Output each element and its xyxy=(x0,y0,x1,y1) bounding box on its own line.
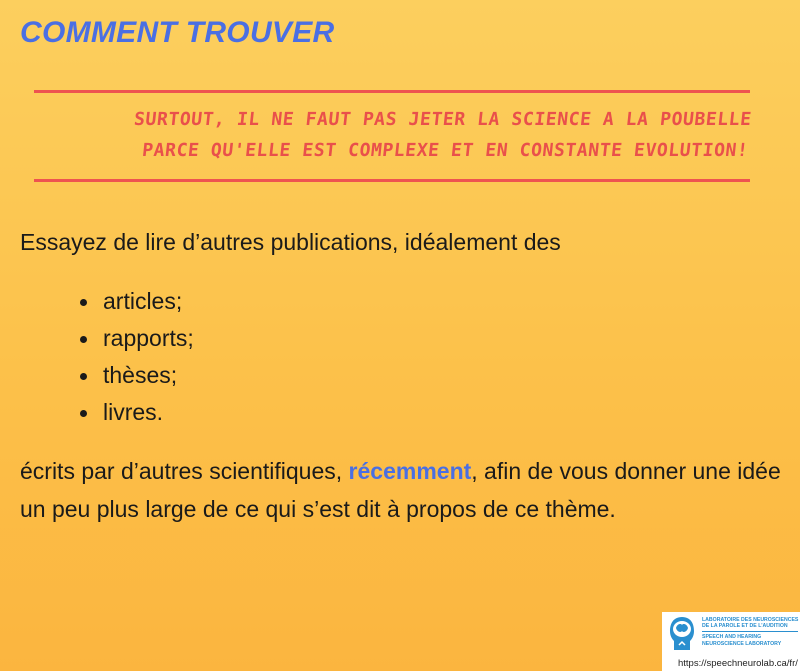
highlight-word: récemment xyxy=(348,458,472,484)
lab-logo-card xyxy=(662,612,800,671)
quote-line-2: PARCE QU'ELLE EST COMPLEXE ET EN CONSTANTE EVOLUTION! xyxy=(141,140,750,161)
page-title: COMMENT TROUVER xyxy=(20,16,335,49)
head-brain-icon xyxy=(667,615,697,653)
paragraph-before: écrits par d’autres scientifiques, xyxy=(20,458,349,484)
quote-line-1: SURTOUT, IL NE FAUT PAS JETER LA SCIENCE A LA POUBELLE xyxy=(132,109,753,130)
quote-bottom-rule xyxy=(34,179,750,182)
lab-name: LABORATOIRE DES NEUROSCIENCES DE LA PAROLE ET DE L’AUDITION SPEECH AND HEARING NEUROSCIENCE LABORATORY xyxy=(702,617,799,647)
list-item: articles; xyxy=(80,283,194,320)
logo-divider xyxy=(702,631,798,632)
lab-url-link[interactable]: https://speechneurolab.ca/fr/ xyxy=(678,658,798,669)
list-item: livres. xyxy=(80,394,194,431)
quote-top-rule xyxy=(34,90,750,93)
intro-text: Essayez de lire d’autres publications, idéalement des xyxy=(20,229,561,255)
quote-text xyxy=(31,104,754,166)
closing-paragraph xyxy=(20,452,790,528)
list-item: thèses; xyxy=(80,357,194,394)
paragraph-after: , afin de vous donner une idée un peu plus large de ce qui s’est dit à propos de ce thème. xyxy=(20,458,781,522)
quote-box xyxy=(34,90,753,182)
list-item: rapports; xyxy=(80,320,194,357)
publication-list xyxy=(80,283,194,431)
